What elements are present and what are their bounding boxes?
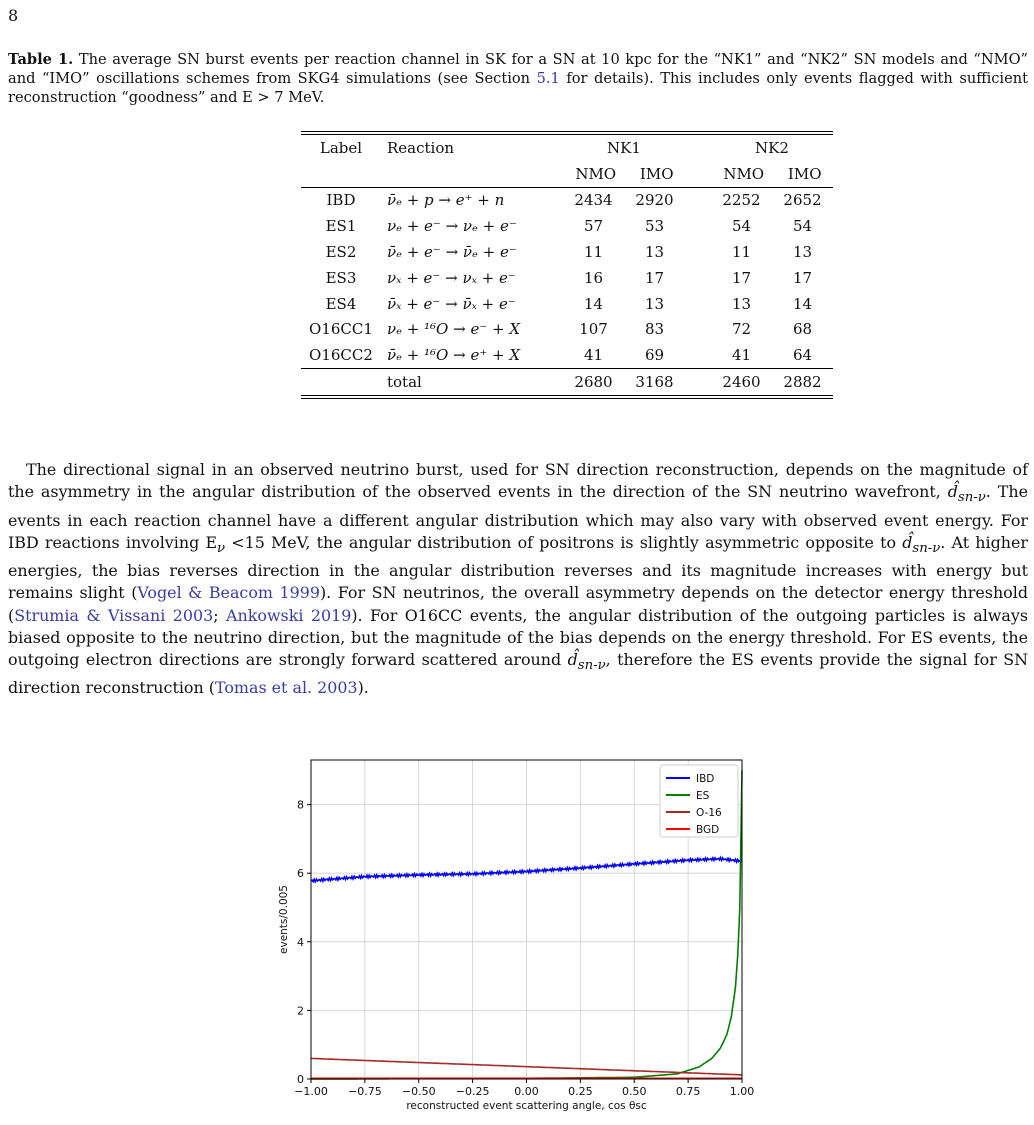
total-label: [301, 369, 381, 395]
x-tick-label: −0.25: [455, 1085, 490, 1098]
header-nk2-imo: IMO: [787, 164, 822, 183]
table-row: [301, 291, 833, 317]
row-reaction: νₑ + e⁻ → νₑ + e⁻: [387, 217, 517, 236]
y-tick-label: 0: [297, 1073, 304, 1086]
row-label: ES4: [325, 294, 357, 313]
row-nk2-imo: 68: [792, 320, 813, 339]
table-row: [301, 239, 833, 265]
row-nk2-nmo: 11: [731, 243, 752, 262]
events-table: [301, 131, 833, 399]
table-row: [301, 188, 833, 214]
table-row: [301, 265, 833, 291]
row-nk2-nmo: 41: [731, 346, 752, 365]
x-tick-label: 0.50: [622, 1085, 647, 1098]
row-nk1-nmo: 2434: [574, 191, 613, 210]
y-tick-label: 8: [297, 798, 304, 812]
legend-entry: ES: [696, 790, 710, 802]
row-nk1-nmo: 41: [583, 346, 604, 365]
row-nk1-imo: 13: [644, 294, 665, 313]
row-nk2-nmo: 72: [731, 320, 752, 339]
y-tick-label: 4: [297, 935, 304, 949]
legend-entry: BGD: [696, 824, 720, 836]
page-number: 8: [8, 6, 19, 25]
row-nk1-nmo: 57: [583, 217, 604, 236]
total-nk1-nmo: 2680: [574, 373, 613, 392]
row-nk1-imo: 83: [644, 320, 665, 339]
row-nk1-nmo: 14: [583, 294, 604, 313]
row-label: ES1: [325, 217, 357, 236]
x-tick-label: 0.75: [675, 1085, 701, 1098]
table-row: [301, 213, 833, 239]
legend-entry: O-16: [696, 807, 722, 819]
header-reaction: Reaction: [387, 138, 455, 157]
header-nk1-nmo: NMO: [575, 164, 617, 183]
row-label: O16CC2: [309, 346, 373, 365]
row-reaction: ν̄ₑ + p → e⁺ + n: [387, 191, 505, 210]
header-label: Label: [319, 138, 363, 157]
row-nk1-imo: 2920: [635, 191, 674, 210]
x-tick-label: −0.75: [348, 1085, 382, 1098]
ref-tomas[interactable]: Tomas et al. 2003: [214, 678, 358, 698]
row-nk2-imo: 64: [792, 346, 813, 365]
row-label: O16CC1: [309, 320, 373, 339]
row-label: ES2: [325, 243, 357, 262]
row-nk2-imo: 14: [792, 294, 813, 313]
row-reaction: ν̄ₑ + e⁻ → ν̄ₑ + e⁻: [387, 243, 517, 262]
table-caption: [8, 50, 1028, 107]
row-nk1-nmo: 16: [583, 268, 604, 287]
ref-strumia-vissani[interactable]: Strumia & Vissani 2003: [14, 605, 214, 625]
caption-label: Table 1.: [8, 51, 74, 68]
caption-text-end: for details). This includes only events flagged with sufficient reconstruction “goodness” and E > 7 MeV.: [8, 70, 1028, 106]
row-nk1-imo: 13: [644, 243, 665, 262]
ref-ankowski[interactable]: Ankowski 2019: [226, 605, 352, 625]
row-nk1-imo: 17: [644, 268, 665, 287]
row-label: IBD: [326, 191, 356, 210]
row-nk1-nmo: 11: [583, 243, 604, 262]
x-tick-label: 1.00: [729, 1085, 755, 1098]
chart-legend: [660, 765, 738, 837]
row-nk2-nmo: 13: [731, 294, 752, 313]
row-nk2-nmo: 2252: [722, 191, 761, 210]
table-total-row: [301, 369, 833, 395]
body-paragraph: The directional signal in an observed neutrino burst, used for SN direction reconstruction, depends on the magnitude of the asymmetry in the angular distribution of the observed events in the direction of the SN neutrino wavefront, $d̂_{sn-\nu}$. The events in each reaction channel have a different angular distribution which may also vary with observed event energy. For IBD reactions involving $E_\nu <15$ MeV, the angular distribution of positrons is slightly asymmetric opposite to $d̂_{sn-\nu}$. At higher energies, the bias reverses direction in the angular distribution reverses and its magnitude increases with energy but remains slight (Vogel & Beacom 1999). For SN neutrinos, the overall asymmetry depends on the detector energy threshold (Strumia & Vissani 2003; Ankowski 2019). For O16CC events, the angular distribution of the outgoing particles is always biased opposite to the neutrino direction, but the magnitude of the bias depends on the energy threshold. For ES events, the outgoing electron directions are strongly forward scattered around $d̂_{sn-\nu}$, therefore the ES events provide the signal for SN direction reconstruction (Tomas et al. 2003).: [8, 460, 1029, 698]
header-nk2-nmo: NMO: [723, 164, 765, 183]
row-nk2-nmo: 17: [731, 268, 752, 287]
row-nk1-imo: 69: [644, 346, 665, 365]
y-tick-label: 2: [297, 1004, 304, 1018]
row-label: ES3: [325, 268, 357, 287]
total-nk2-nmo: 2460: [722, 373, 761, 392]
table-row: [301, 317, 833, 343]
total-nk1-imo: 3168: [635, 373, 674, 392]
row-reaction: ν̄ₓ + e⁻ → ν̄ₓ + e⁻: [387, 294, 516, 313]
row-reaction: νₑ + ¹⁶O → e⁻ + X: [387, 320, 521, 339]
row-reaction: ν̄ₑ + ¹⁶O → e⁺ + X: [387, 346, 521, 365]
row-nk2-imo: 17: [792, 268, 813, 287]
y-tick-label: 6: [297, 867, 304, 881]
x-tick-label: 0.25: [568, 1085, 593, 1098]
d-hat-symbol: $d̂_{sn-\nu}$: [947, 482, 986, 506]
x-tick-label: −1.00: [294, 1085, 328, 1098]
header-nk1: NK1: [607, 138, 641, 157]
row-nk2-imo: 54: [792, 217, 813, 236]
row-nk1-nmo: 107: [579, 320, 608, 339]
row-nk2-imo: 13: [792, 243, 813, 262]
scattering-angle-chart: [245, 755, 765, 1125]
row-nk2-imo: 2652: [783, 191, 822, 210]
table-row: [301, 342, 833, 368]
row-nk2-nmo: 54: [731, 217, 752, 236]
header-nk1-imo: IMO: [639, 164, 674, 183]
ref-vogel-beacom[interactable]: Vogel & Beacom 1999: [137, 583, 320, 603]
caption-text: The average SN burst events per reaction channel in SK for a SN at 10 kpc for the “NK1” and “NK2” SN models and “NMO” and “IMO” oscillations schemes from SKG4 simulations (see Section: [8, 51, 1028, 87]
total-nk2-imo: 2882: [783, 373, 822, 392]
row-reaction: νₓ + e⁻ → νₓ + e⁻: [387, 268, 516, 287]
y-axis-label: events/0.005: [278, 885, 290, 954]
row-nk1-imo: 53: [644, 217, 665, 236]
total-text: total: [387, 373, 422, 392]
x-tick-label: −0.50: [401, 1085, 436, 1098]
caption-section-link[interactable]: 5.1: [536, 70, 560, 87]
x-tick-label: 0.00: [514, 1085, 539, 1098]
legend-entry: IBD: [696, 773, 715, 785]
x-axis-label: reconstructed event scattering angle, cos θsc: [406, 1100, 647, 1112]
header-nk2: NK2: [755, 138, 789, 157]
